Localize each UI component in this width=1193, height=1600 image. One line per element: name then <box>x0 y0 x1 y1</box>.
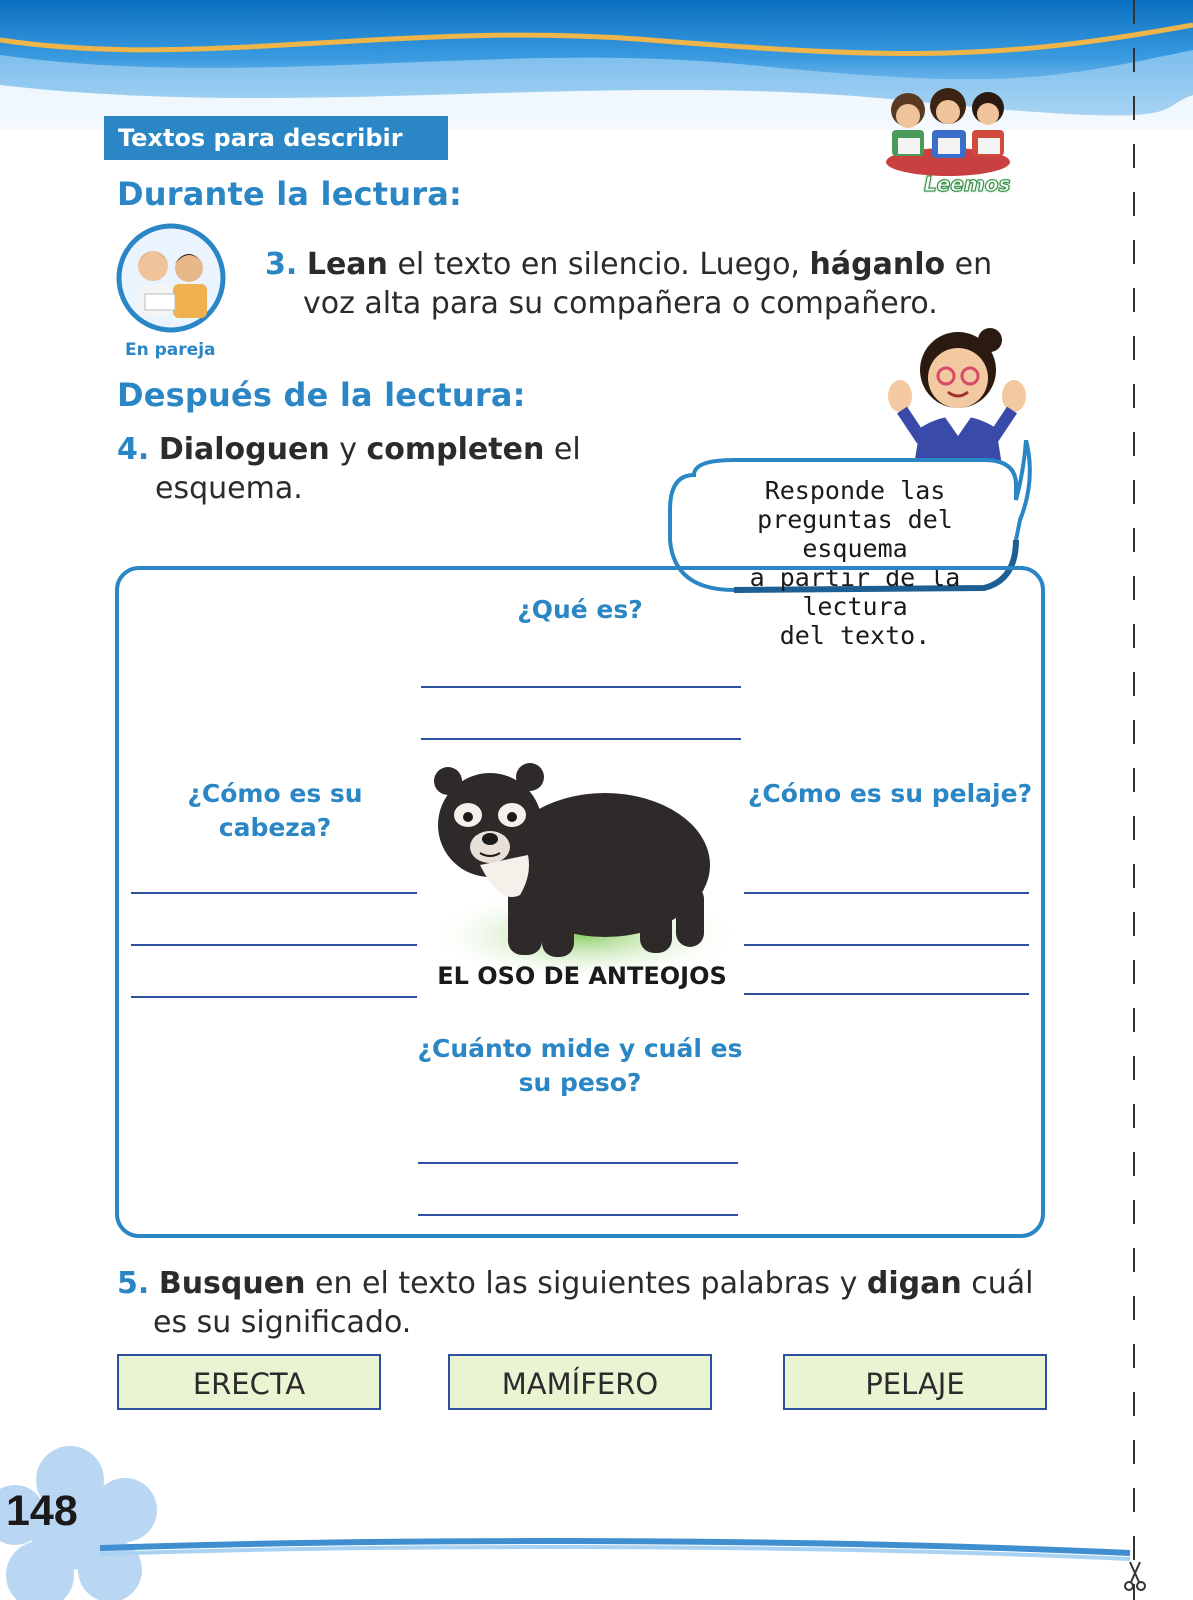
leemos-label: Leemos <box>924 172 1011 196</box>
speech-line-1: Responde las <box>764 476 946 505</box>
footer-line <box>100 1528 1130 1568</box>
instruction-4-line-2: esquema. <box>155 471 303 506</box>
heading-during-reading: Durante la lectura: <box>117 175 463 213</box>
question-size-weight <box>400 1032 760 1100</box>
cut-line <box>1133 0 1135 1600</box>
heading-after-reading: Después de la lectura: <box>117 376 526 414</box>
kids-reading-illustration <box>878 82 1018 177</box>
page-number: 148 <box>6 1487 78 1535</box>
word-box-erecta: ERECTA <box>117 1354 381 1410</box>
instruction-item-3 <box>265 245 1025 323</box>
instruction-4-verb-2: completen <box>366 432 545 467</box>
instruction-4-verb-1: Dialoguen <box>158 432 330 467</box>
question-size-line-1: ¿Cuánto mide y cuál es <box>417 1034 743 1063</box>
leemos-badge <box>878 82 1018 200</box>
spectacled-bear-illustration <box>420 755 740 975</box>
item-number-3: 3. <box>265 247 298 282</box>
instruction-3-verb-2: háganlo <box>809 247 946 282</box>
word-box-mamifero: MAMÍFERO <box>448 1354 712 1410</box>
answer-line-bottom-1[interactable] <box>418 1162 738 1164</box>
speech-line-4: del texto. <box>779 621 931 650</box>
item-number-5: 5. <box>117 1266 150 1301</box>
answer-line-right-1[interactable] <box>744 892 1029 894</box>
question-head <box>165 777 385 845</box>
scissors-icon <box>1120 1560 1150 1592</box>
answer-line-left-1[interactable] <box>131 892 417 894</box>
answer-line-left-2[interactable] <box>131 944 417 946</box>
instruction-item-4 <box>117 430 617 508</box>
pair-label: En pareja <box>125 340 216 360</box>
instruction-3-verb-1: Lean <box>306 247 388 282</box>
question-head-line-2: cabeza? <box>218 813 332 842</box>
answer-line-bottom-2[interactable] <box>418 1214 738 1216</box>
instruction-5-verb-2: digan <box>866 1266 962 1301</box>
section-tab: Textos para describir <box>104 116 448 160</box>
answer-line-top-2[interactable] <box>421 738 741 740</box>
instruction-4-text-2: el <box>544 432 581 467</box>
instruction-3-text-1: el texto en silencio. Luego, <box>387 247 810 282</box>
item-number-4: 4. <box>117 432 150 467</box>
question-size-line-2: su peso? <box>518 1068 642 1097</box>
answer-line-left-3[interactable] <box>131 996 417 998</box>
word-box-pelaje: PELAJE <box>783 1354 1047 1410</box>
pair-icon <box>115 222 227 334</box>
instruction-5-line-2: es su significado. <box>153 1305 412 1340</box>
question-fur: ¿Cómo es su pelaje? <box>747 779 1033 808</box>
instruction-5-text-1: en el texto las siguientes palabras y <box>305 1266 867 1301</box>
bear-label: EL OSO DE ANTEOJOS <box>437 962 727 990</box>
instruction-3-text-2: en <box>945 247 993 282</box>
answer-line-top-1[interactable] <box>421 686 741 688</box>
question-head-line-1: ¿Cómo es su <box>187 779 363 808</box>
answer-line-right-2[interactable] <box>744 944 1029 946</box>
instruction-5-text-2: cuál <box>961 1266 1034 1301</box>
speech-line-2: preguntas del esquema <box>757 505 953 563</box>
instruction-3-line-2: voz alta para su compañera o compañero. <box>303 286 938 321</box>
answer-line-right-3[interactable] <box>744 993 1029 995</box>
speech-line-3: a partir de la lectura <box>749 563 961 621</box>
question-what-is-it: ¿Qué es? <box>517 595 643 624</box>
instruction-item-5 <box>117 1264 1067 1342</box>
instruction-4-text-1: y <box>329 432 367 467</box>
instruction-5-verb-1: Busquen <box>158 1266 306 1301</box>
